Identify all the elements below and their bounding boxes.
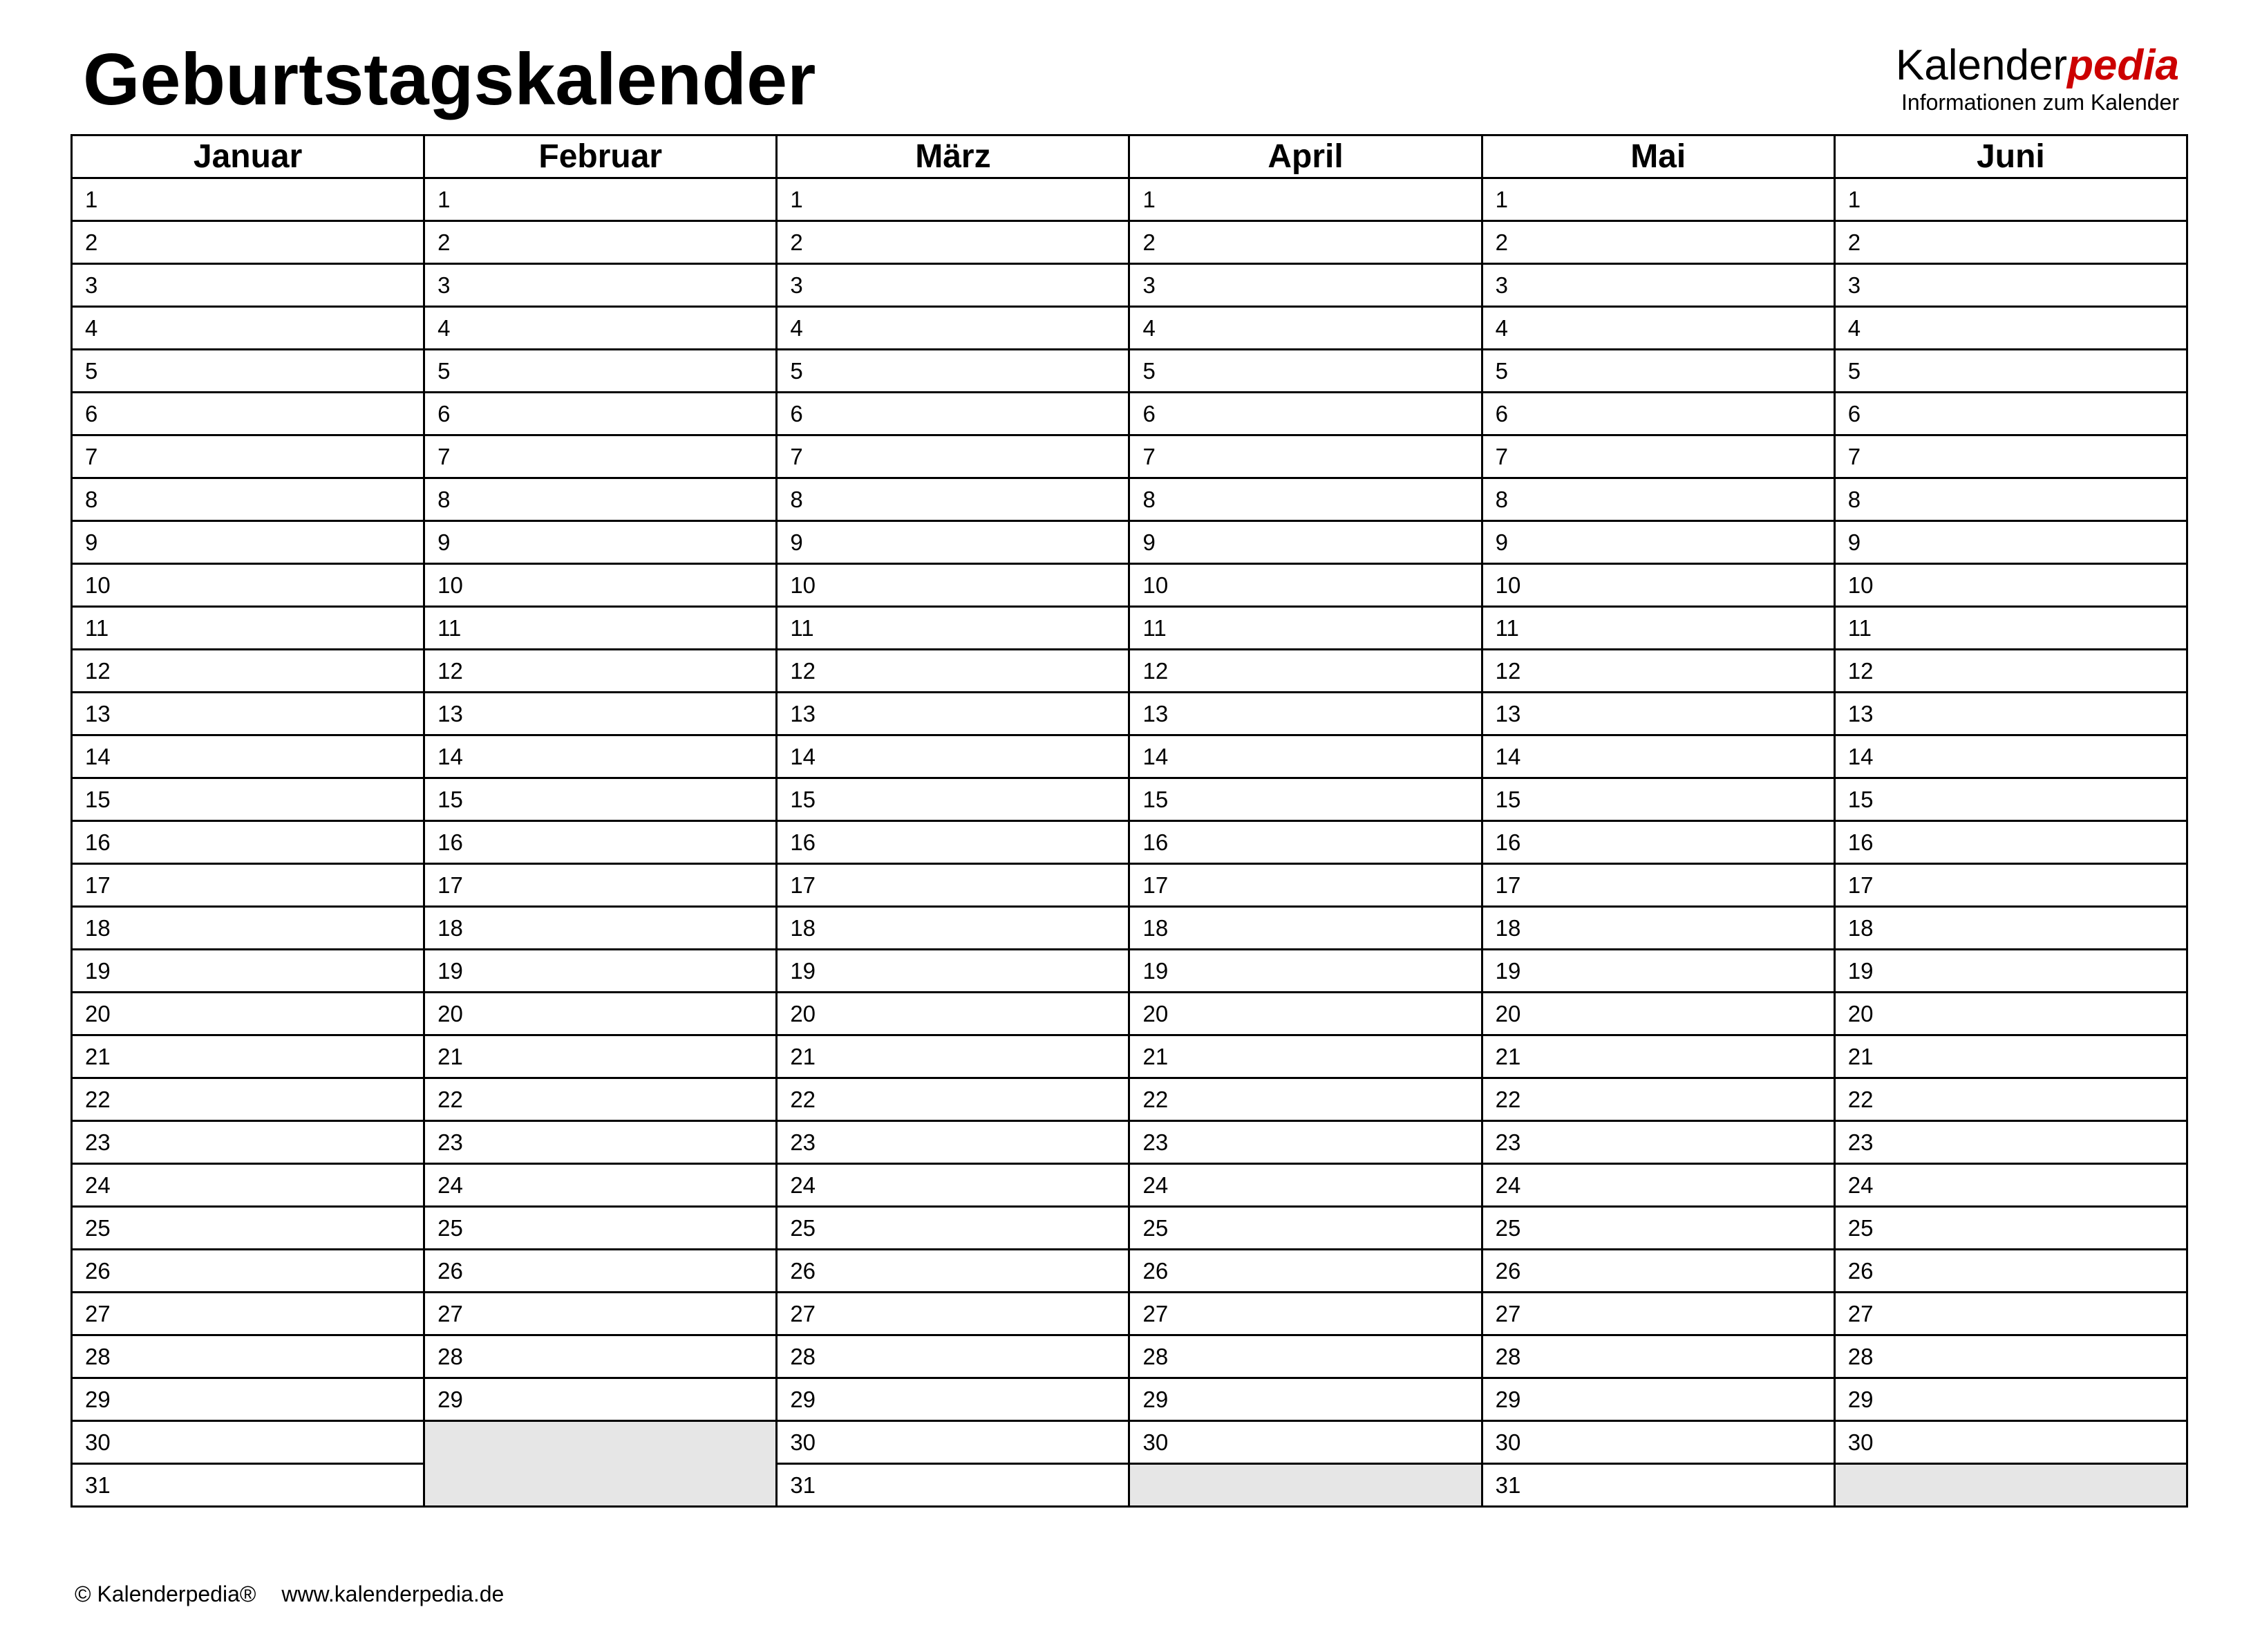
day-cell[interactable]: 27 — [1482, 1293, 1834, 1335]
day-cell[interactable]: 23 — [72, 1121, 424, 1164]
day-cell[interactable]: 16 — [1482, 821, 1834, 864]
day-row — [72, 1464, 2187, 1507]
day-cell[interactable]: 7 — [777, 435, 1129, 478]
day-cell[interactable]: 16 — [72, 821, 424, 864]
day-cell[interactable]: 1 — [777, 178, 1129, 221]
day-cell[interactable]: 8 — [72, 478, 424, 521]
day-cell[interactable]: 15 — [1482, 778, 1834, 821]
day-cell[interactable]: 15 — [424, 778, 777, 821]
day-cell[interactable]: 30 — [1482, 1421, 1834, 1464]
day-cell[interactable]: 27 — [1129, 1293, 1482, 1335]
day-cell[interactable]: 20 — [1482, 993, 1834, 1035]
day-cell[interactable]: 19 — [424, 950, 777, 993]
day-cell[interactable]: 15 — [72, 778, 424, 821]
day-cell[interactable]: 24 — [1482, 1164, 1834, 1207]
day-cell[interactable]: 10 — [1129, 564, 1482, 607]
day-cell[interactable]: 10 — [424, 564, 777, 607]
day-cell[interactable]: 12 — [1482, 650, 1834, 693]
day-row — [72, 435, 2187, 478]
day-cell[interactable]: 3 — [424, 264, 777, 307]
day-cell[interactable]: 21 — [777, 1035, 1129, 1078]
brand-wordmark-accent: pedia — [2067, 41, 2179, 89]
month-header: April — [1129, 135, 1482, 178]
day-cell[interactable]: 13 — [72, 693, 424, 735]
day-cell[interactable]: 3 — [1834, 264, 2187, 307]
month-header: Februar — [424, 135, 777, 178]
day-cell[interactable]: 18 — [424, 907, 777, 950]
day-cell[interactable]: 29 — [72, 1378, 424, 1421]
day-row — [72, 307, 2187, 350]
day-cell[interactable]: 14 — [424, 735, 777, 778]
day-cell[interactable]: 2 — [424, 221, 777, 264]
day-cell[interactable]: 26 — [72, 1250, 424, 1293]
day-row — [72, 1207, 2187, 1250]
day-cell[interactable]: 12 — [1834, 650, 2187, 693]
day-cell[interactable]: 14 — [1834, 735, 2187, 778]
day-cell[interactable]: 15 — [777, 778, 1129, 821]
day-row — [72, 607, 2187, 650]
day-cell[interactable]: 21 — [72, 1035, 424, 1078]
day-row — [72, 1121, 2187, 1164]
day-cell[interactable]: 18 — [777, 907, 1129, 950]
day-cell[interactable]: 2 — [1834, 221, 2187, 264]
day-cell[interactable]: 24 — [72, 1164, 424, 1207]
day-cell[interactable]: 7 — [424, 435, 777, 478]
day-cell[interactable]: 21 — [1129, 1035, 1482, 1078]
day-cell[interactable]: 9 — [1129, 521, 1482, 564]
day-row — [72, 264, 2187, 307]
day-cell[interactable]: 28 — [1129, 1335, 1482, 1378]
day-row — [72, 478, 2187, 521]
day-row — [72, 1078, 2187, 1121]
day-cell[interactable]: 7 — [72, 435, 424, 478]
day-cell[interactable]: 5 — [1834, 350, 2187, 393]
day-cell[interactable]: 14 — [72, 735, 424, 778]
month-header-row — [72, 135, 2187, 178]
day-cell[interactable]: 17 — [424, 864, 777, 907]
day-row — [72, 778, 2187, 821]
day-cell[interactable]: 17 — [1834, 864, 2187, 907]
day-cell[interactable]: 27 — [424, 1293, 777, 1335]
day-cell[interactable]: 6 — [1482, 393, 1834, 435]
day-cell[interactable]: 8 — [777, 478, 1129, 521]
day-row — [72, 1293, 2187, 1335]
day-cell[interactable]: 28 — [777, 1335, 1129, 1378]
day-cell[interactable]: 8 — [1834, 478, 2187, 521]
day-cell[interactable]: 9 — [777, 521, 1129, 564]
day-row — [72, 864, 2187, 907]
day-cell[interactable]: 4 — [1129, 307, 1482, 350]
day-cell[interactable]: 23 — [424, 1121, 777, 1164]
day-cell[interactable]: 18 — [1482, 907, 1834, 950]
day-cell[interactable]: 22 — [424, 1078, 777, 1121]
day-cell[interactable]: 24 — [1129, 1164, 1482, 1207]
day-cell[interactable]: 21 — [1482, 1035, 1834, 1078]
day-cell[interactable]: 9 — [72, 521, 424, 564]
day-cell[interactable]: 8 — [1482, 478, 1834, 521]
empty-day-cell — [424, 1421, 777, 1464]
day-cell[interactable]: 5 — [72, 350, 424, 393]
day-cell[interactable]: 5 — [424, 350, 777, 393]
day-row — [72, 221, 2187, 264]
day-cell[interactable]: 30 — [777, 1421, 1129, 1464]
day-cell[interactable]: 13 — [1834, 693, 2187, 735]
day-cell[interactable]: 10 — [1834, 564, 2187, 607]
day-row — [72, 1378, 2187, 1421]
day-cell[interactable]: 18 — [1834, 907, 2187, 950]
day-row — [72, 1164, 2187, 1207]
day-cell[interactable]: 30 — [1129, 1421, 1482, 1464]
day-cell[interactable]: 3 — [72, 264, 424, 307]
day-row — [72, 950, 2187, 993]
month-header: März — [777, 135, 1129, 178]
month-header: Juni — [1834, 135, 2187, 178]
day-cell[interactable]: 25 — [1129, 1207, 1482, 1250]
day-cell[interactable]: 28 — [72, 1335, 424, 1378]
day-row — [72, 1250, 2187, 1293]
day-cell[interactable]: 1 — [1482, 178, 1834, 221]
day-cell[interactable]: 28 — [1834, 1335, 2187, 1378]
day-cell[interactable]: 20 — [1129, 993, 1482, 1035]
day-cell[interactable]: 20 — [72, 993, 424, 1035]
day-cell[interactable]: 29 — [1834, 1378, 2187, 1421]
day-cell[interactable]: 30 — [1834, 1421, 2187, 1464]
day-cell[interactable]: 11 — [1129, 607, 1482, 650]
day-cell[interactable]: 31 — [72, 1464, 424, 1507]
day-cell[interactable]: 11 — [1482, 607, 1834, 650]
day-cell[interactable]: 25 — [1482, 1207, 1834, 1250]
day-cell[interactable]: 12 — [424, 650, 777, 693]
brand-tagline: Informationen zum Kalender — [1901, 90, 2179, 115]
day-cell[interactable]: 4 — [777, 307, 1129, 350]
empty-day-cell — [1129, 1464, 1482, 1507]
day-cell[interactable]: 17 — [1129, 864, 1482, 907]
day-cell[interactable]: 29 — [1482, 1378, 1834, 1421]
day-cell[interactable]: 25 — [72, 1207, 424, 1250]
day-cell[interactable]: 11 — [777, 607, 1129, 650]
day-cell[interactable]: 11 — [424, 607, 777, 650]
day-cell[interactable]: 16 — [1129, 821, 1482, 864]
day-row — [72, 735, 2187, 778]
day-cell[interactable]: 26 — [1129, 1250, 1482, 1293]
day-cell[interactable]: 31 — [777, 1464, 1129, 1507]
day-cell[interactable]: 9 — [1482, 521, 1834, 564]
day-cell[interactable]: 9 — [1834, 521, 2187, 564]
day-cell[interactable]: 10 — [1482, 564, 1834, 607]
day-cell[interactable]: 14 — [777, 735, 1129, 778]
month-header: Mai — [1482, 135, 1834, 178]
day-cell[interactable]: 13 — [1129, 693, 1482, 735]
day-cell[interactable]: 20 — [1834, 993, 2187, 1035]
day-cell[interactable]: 15 — [1834, 778, 2187, 821]
day-cell[interactable]: 14 — [1129, 735, 1482, 778]
day-cell[interactable]: 13 — [424, 693, 777, 735]
day-cell[interactable]: 5 — [1482, 350, 1834, 393]
day-cell[interactable]: 24 — [777, 1164, 1129, 1207]
day-cell[interactable]: 25 — [777, 1207, 1129, 1250]
day-row — [72, 393, 2187, 435]
brand-wordmark — [1895, 41, 2179, 89]
day-cell[interactable]: 1 — [72, 178, 424, 221]
day-row — [72, 821, 2187, 864]
day-cell[interactable]: 22 — [777, 1078, 1129, 1121]
day-cell[interactable]: 29 — [777, 1378, 1129, 1421]
day-cell[interactable]: 23 — [1482, 1121, 1834, 1164]
day-cell[interactable]: 30 — [72, 1421, 424, 1464]
day-row — [72, 907, 2187, 950]
day-cell[interactable]: 2 — [1129, 221, 1482, 264]
day-cell[interactable]: 16 — [777, 821, 1129, 864]
day-cell[interactable]: 23 — [1129, 1121, 1482, 1164]
day-cell[interactable]: 2 — [1482, 221, 1834, 264]
day-row — [72, 993, 2187, 1035]
day-cell[interactable]: 4 — [1834, 307, 2187, 350]
page-title: Geburtstagskalender — [83, 39, 816, 120]
day-cell[interactable]: 18 — [72, 907, 424, 950]
day-cell[interactable]: 1 — [1834, 178, 2187, 221]
day-row — [72, 178, 2187, 221]
day-cell[interactable]: 25 — [424, 1207, 777, 1250]
day-cell[interactable]: 22 — [1834, 1078, 2187, 1121]
day-cell[interactable]: 1 — [424, 178, 777, 221]
day-cell[interactable]: 31 — [1482, 1464, 1834, 1507]
day-cell[interactable]: 6 — [1129, 393, 1482, 435]
day-cell[interactable]: 7 — [1834, 435, 2187, 478]
day-cell[interactable]: 3 — [1129, 264, 1482, 307]
day-cell[interactable]: 19 — [1834, 950, 2187, 993]
day-cell[interactable]: 15 — [1129, 778, 1482, 821]
day-cell[interactable]: 8 — [424, 478, 777, 521]
day-cell[interactable]: 21 — [424, 1035, 777, 1078]
day-cell[interactable]: 27 — [1834, 1293, 2187, 1335]
day-cell[interactable]: 26 — [1834, 1250, 2187, 1293]
day-cell[interactable]: 6 — [1834, 393, 2187, 435]
day-cell[interactable]: 19 — [72, 950, 424, 993]
month-header: Januar — [72, 135, 424, 178]
day-cell[interactable]: 20 — [424, 993, 777, 1035]
day-cell[interactable]: 12 — [72, 650, 424, 693]
day-cell[interactable]: 24 — [1834, 1164, 2187, 1207]
day-cell[interactable]: 8 — [1129, 478, 1482, 521]
day-cell[interactable]: 17 — [1482, 864, 1834, 907]
day-cell[interactable]: 18 — [1129, 907, 1482, 950]
day-cell[interactable]: 22 — [1482, 1078, 1834, 1121]
brand-logo — [1895, 41, 2179, 115]
day-row — [72, 650, 2187, 693]
day-cell[interactable]: 4 — [424, 307, 777, 350]
day-cell[interactable]: 14 — [1482, 735, 1834, 778]
day-cell[interactable]: 5 — [1129, 350, 1482, 393]
day-row — [72, 1421, 2187, 1464]
day-cell[interactable]: 4 — [72, 307, 424, 350]
day-cell[interactable]: 17 — [72, 864, 424, 907]
day-cell[interactable]: 13 — [777, 693, 1129, 735]
footer-copyright: © Kalenderpedia® — [75, 1581, 256, 1606]
day-cell[interactable]: 22 — [1129, 1078, 1482, 1121]
day-row — [72, 693, 2187, 735]
day-cell[interactable]: 6 — [72, 393, 424, 435]
day-cell[interactable]: 1 — [1129, 178, 1482, 221]
day-cell[interactable]: 16 — [1834, 821, 2187, 864]
day-cell[interactable]: 2 — [72, 221, 424, 264]
day-cell[interactable]: 25 — [1834, 1207, 2187, 1250]
day-cell[interactable]: 23 — [777, 1121, 1129, 1164]
birthday-calendar-table — [70, 134, 2188, 1508]
day-cell[interactable]: 26 — [1482, 1250, 1834, 1293]
footer-url: www.kalenderpedia.de — [281, 1581, 505, 1606]
day-cell[interactable]: 19 — [1482, 950, 1834, 993]
day-row — [72, 350, 2187, 393]
day-cell[interactable]: 27 — [777, 1293, 1129, 1335]
brand-wordmark-main: Kalender — [1895, 41, 2068, 89]
day-cell[interactable]: 26 — [424, 1250, 777, 1293]
day-cell[interactable]: 19 — [777, 950, 1129, 993]
day-row — [72, 521, 2187, 564]
day-cell[interactable]: 13 — [1482, 693, 1834, 735]
day-row — [72, 1335, 2187, 1378]
day-cell[interactable]: 11 — [72, 607, 424, 650]
day-cell[interactable]: 5 — [777, 350, 1129, 393]
day-cell[interactable]: 27 — [72, 1293, 424, 1335]
day-row — [72, 1035, 2187, 1078]
day-cell[interactable]: 23 — [1834, 1121, 2187, 1164]
day-cell[interactable]: 16 — [424, 821, 777, 864]
day-cell[interactable]: 7 — [1129, 435, 1482, 478]
day-cell[interactable]: 3 — [777, 264, 1129, 307]
day-cell[interactable]: 12 — [1129, 650, 1482, 693]
day-cell[interactable]: 29 — [424, 1378, 777, 1421]
day-cell[interactable]: 20 — [777, 993, 1129, 1035]
day-cell[interactable]: 3 — [1482, 264, 1834, 307]
day-cell[interactable]: 17 — [777, 864, 1129, 907]
day-cell[interactable]: 7 — [1482, 435, 1834, 478]
day-cell[interactable]: 11 — [1834, 607, 2187, 650]
empty-day-cell — [424, 1464, 777, 1507]
empty-day-cell — [1834, 1464, 2187, 1507]
footer — [75, 1581, 504, 1607]
day-cell[interactable]: 2 — [777, 221, 1129, 264]
day-row — [72, 564, 2187, 607]
day-cell[interactable]: 10 — [777, 564, 1129, 607]
day-cell[interactable]: 28 — [1482, 1335, 1834, 1378]
day-cell[interactable]: 24 — [424, 1164, 777, 1207]
day-cell[interactable]: 4 — [1482, 307, 1834, 350]
day-cell[interactable]: 22 — [72, 1078, 424, 1121]
day-cell[interactable]: 28 — [424, 1335, 777, 1378]
day-cell[interactable]: 9 — [424, 521, 777, 564]
day-cell[interactable]: 6 — [424, 393, 777, 435]
calendar-body — [72, 178, 2187, 1507]
day-cell[interactable]: 19 — [1129, 950, 1482, 993]
day-cell[interactable]: 26 — [777, 1250, 1129, 1293]
day-cell[interactable]: 10 — [72, 564, 424, 607]
day-cell[interactable]: 21 — [1834, 1035, 2187, 1078]
day-cell[interactable]: 12 — [777, 650, 1129, 693]
day-cell[interactable]: 29 — [1129, 1378, 1482, 1421]
day-cell[interactable]: 6 — [777, 393, 1129, 435]
